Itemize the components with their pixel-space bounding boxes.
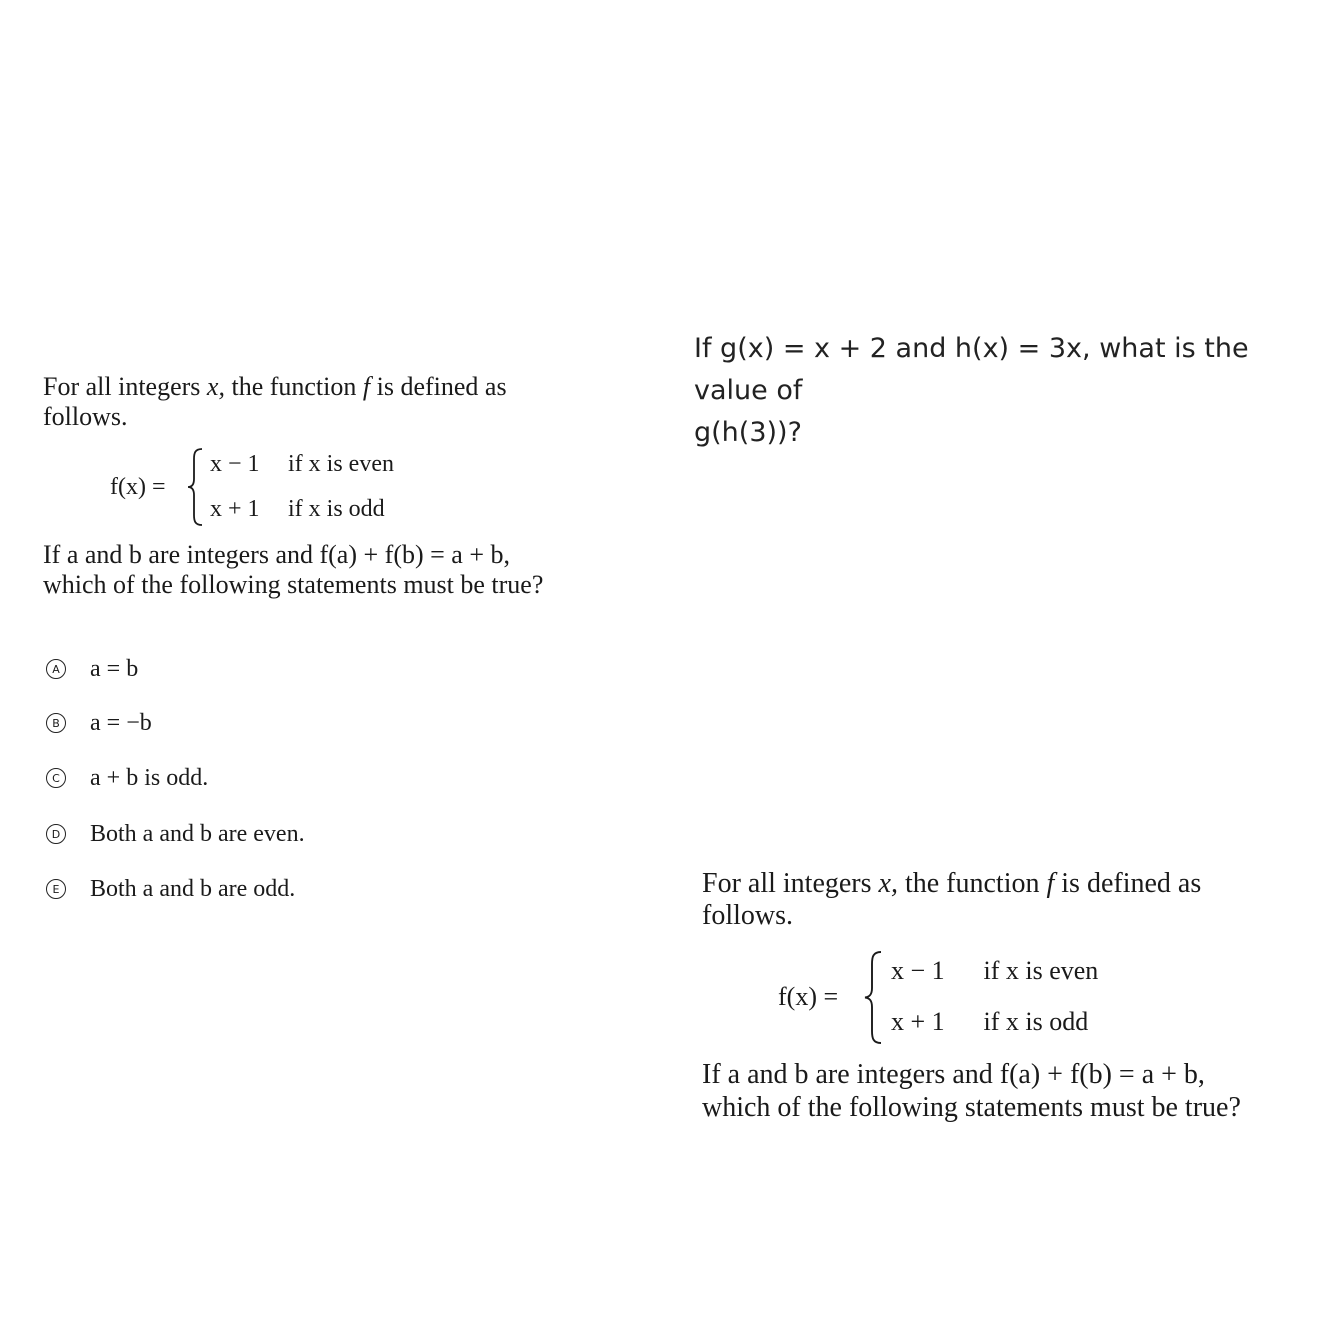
question-line-2: which of the following statements must be true? [43,570,544,599]
choice-e-text: Both a and b are odd. [90,875,296,902]
case-even-cond: if x is even [983,956,1099,985]
left-brace-icon [862,950,886,1045]
choice-b-text: a = −b [90,709,152,736]
question-line-1: If a and b are integers and f(a) + f(b) = a + b, [43,540,510,569]
left-piecewise-function [110,447,430,527]
intro-suffix: is defined as follows. [702,868,1202,931]
intro-prefix: For all integers [702,868,872,899]
choice-b-bubble-icon[interactable]: B [46,713,66,733]
left-problem-question [43,540,603,600]
choice-a-bubble-icon[interactable]: A [46,659,66,679]
choice-c-text: a + b is odd. [90,764,209,791]
case-odd-cond: if x is odd [288,496,385,522]
choice-d[interactable] [43,817,305,851]
choice-e[interactable] [43,872,295,906]
case-even-expr: x − 1 [210,451,260,477]
choice-c-bubble-icon[interactable]: C [46,768,66,788]
right-top-problem [694,328,1324,454]
right-top-line-1: If g(x) = x + 2 and h(x) = 3x, what is the value of [694,333,1249,406]
intro-fn: f [362,372,371,401]
case-odd-cond: if x is odd [983,1007,1089,1036]
case-odd-expr: x + 1 [891,1007,945,1036]
case-even-row [210,451,394,478]
choice-e-bubble-icon[interactable]: E [46,879,66,899]
choice-c[interactable] [43,761,208,795]
case-even-row [891,956,1098,986]
right-top-line-2: g(h(3))? [694,417,802,448]
left-brace-icon [186,447,206,527]
choice-d-text: Both a and b are even. [90,820,305,847]
case-even-expr: x − 1 [891,956,945,985]
question-line-2: which of the following statements must be true? [702,1092,1241,1123]
intro-var: x, [878,868,898,899]
left-problem-intro [43,372,563,432]
intro-mid: the function [904,868,1040,899]
choice-a[interactable] [43,652,138,686]
intro-fn: f [1046,868,1055,899]
case-odd-row [210,496,385,523]
right-bottom-problem-question [702,1058,1302,1124]
choice-d-bubble-icon[interactable]: D [46,824,66,844]
case-odd-expr: x + 1 [210,496,260,522]
intro-suffix: is defined as follows. [43,372,507,431]
intro-mid: the function [231,372,357,401]
right-bottom-problem-intro [702,868,1262,932]
intro-var: x, [206,372,225,401]
right-piecewise-function [778,950,1138,1045]
choice-b[interactable] [43,706,152,740]
question-line-1: If a and b are integers and f(a) + f(b) = a + b, [702,1059,1205,1090]
case-odd-row [891,1007,1088,1037]
case-even-cond: if x is even [288,451,394,477]
function-lhs: f(x) = [110,474,166,500]
function-lhs: f(x) = [778,982,839,1011]
choice-a-text: a = b [90,655,139,682]
intro-prefix: For all integers [43,372,201,401]
